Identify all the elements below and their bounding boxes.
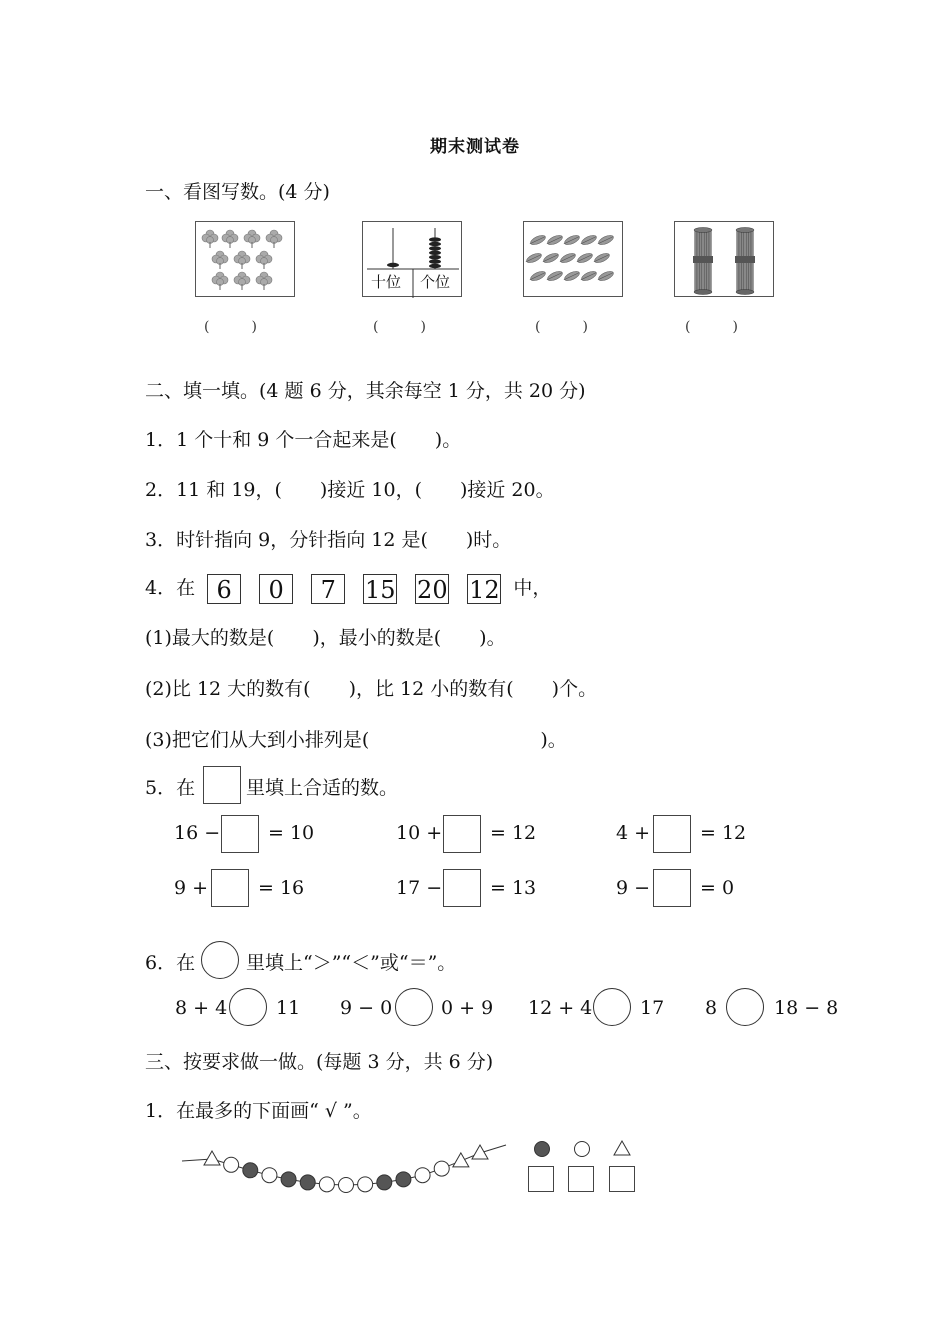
stick-bundle-icon: [693, 228, 713, 295]
triangle-option-icon: [614, 1141, 630, 1155]
number-card: 20: [417, 576, 448, 604]
eq-left: 4 +: [616, 822, 651, 844]
question-2-4-2: (2)比 12 大的数有( )，比 12 小的数有( )个。: [145, 678, 598, 700]
eq-right: = 13: [490, 877, 537, 899]
question-2-1: 1．1 个十和 9 个一合起来是( )。: [145, 429, 462, 451]
answer-blank-3[interactable]: ( ): [535, 319, 588, 335]
section1-heading: 一、看图写数。(4 分): [145, 181, 330, 203]
circle-option-icon: [575, 1142, 590, 1157]
answer-square[interactable]: [211, 869, 249, 907]
number-card: 12: [469, 576, 500, 604]
answer-square[interactable]: [443, 815, 481, 853]
stick-bundles-drawing: [675, 222, 775, 298]
eq-left: 10 +: [396, 822, 443, 844]
feather-icon: [545, 233, 563, 247]
answer-square[interactable]: [443, 869, 481, 907]
abacus-bead: [387, 263, 399, 267]
feather-icon: [575, 251, 593, 265]
feathers-drawing: [524, 222, 624, 298]
leaf-icon: [202, 230, 218, 248]
circle-bead: [339, 1178, 354, 1193]
feather-icon: [562, 233, 580, 247]
cmp-right: 11: [276, 997, 301, 1019]
abacus-bead: [429, 242, 441, 246]
ones-label: 个位: [420, 273, 451, 291]
feather-icon: [592, 251, 610, 265]
question-2-2: 2．11 和 19，( )接近 10，( )接近 20。: [145, 479, 555, 501]
feather-icon: [558, 251, 576, 265]
abacus-bead: [429, 259, 441, 263]
feather-icon: [579, 233, 597, 247]
question-2-4: [145, 572, 551, 604]
eq-left: 17 −: [396, 877, 443, 899]
cmp-right: 18 − 8: [774, 997, 839, 1019]
feather-icon: [596, 233, 614, 247]
eq-right: = 0: [700, 877, 735, 899]
q4-suffix: 中，: [513, 577, 552, 599]
stick-bundle-icon: [735, 228, 755, 295]
number-card: 0: [259, 574, 293, 604]
abacus-picture: [362, 221, 462, 297]
triangle-bead: [204, 1151, 220, 1165]
leaf-icon: [244, 230, 260, 248]
number-card: 6: [207, 574, 241, 604]
answer-box-filled-circle[interactable]: [528, 1166, 554, 1192]
abacus-bead: [429, 246, 441, 250]
feather-icon: [528, 269, 546, 283]
compare-circle[interactable]: [726, 988, 764, 1026]
answer-blank-1[interactable]: ( ): [204, 319, 257, 335]
feather-icon: [541, 251, 559, 265]
leaf-icon: [256, 251, 272, 269]
cmp-right: 0 + 9: [441, 997, 494, 1019]
example-square: [203, 766, 241, 804]
eq-left: 9 −: [616, 877, 651, 899]
leaf-icon: [266, 230, 282, 248]
answer-blank-4[interactable]: ( ): [685, 319, 738, 335]
circle-bead: [434, 1161, 449, 1176]
answer-square[interactable]: [221, 815, 259, 853]
cmp-left: 8 + 4: [175, 997, 228, 1019]
q5-suffix: 里填上合适的数。: [246, 777, 399, 799]
page-title: 期末测试卷: [430, 137, 520, 157]
triangle-bead: [472, 1145, 488, 1159]
answer-blank-2[interactable]: ( ): [373, 319, 426, 335]
leaf-icon: [234, 251, 250, 269]
circle-bead: [319, 1177, 334, 1192]
filled-circle-bead: [396, 1172, 411, 1187]
question-2-3: 3．时针指向 9，分针指向 12 是( )时。: [145, 529, 512, 551]
feather-icon: [579, 269, 597, 283]
abacus-bead: [429, 264, 441, 268]
leaf-icon: [234, 272, 250, 290]
feather-icon: [596, 269, 614, 283]
eq-right: = 10: [268, 822, 315, 844]
feather-icon: [545, 269, 563, 283]
circle-bead: [262, 1168, 277, 1183]
eq-left: 16 −: [174, 822, 221, 844]
answer-box-circle[interactable]: [568, 1166, 594, 1192]
question-2-4-1: (1)最大的数是( )，最小的数是( )。: [145, 627, 506, 649]
section2-heading: 二、填一填。(4 题 6 分，其余每空 1 分，共 20 分): [145, 380, 586, 402]
feather-icon: [524, 251, 542, 265]
question-2-4-3: (3)把它们从大到小排列是( )。: [145, 729, 567, 751]
feathers-picture: [523, 221, 623, 297]
eq-right: = 12: [490, 822, 537, 844]
filled-circle-bead: [377, 1175, 392, 1190]
answer-square[interactable]: [653, 815, 691, 853]
number-card: 15: [365, 576, 396, 604]
abacus-bead: [429, 251, 441, 255]
bundles-picture: [674, 221, 774, 297]
abacus-bead: [429, 255, 441, 259]
filled-circle-option-icon: [535, 1142, 550, 1157]
filled-circle-bead: [300, 1175, 315, 1190]
triangle-bead: [453, 1153, 469, 1167]
leaves-drawing: [196, 222, 296, 298]
leaf-icon: [212, 251, 228, 269]
q5-prefix: 5．在: [145, 777, 196, 799]
circle-bead: [358, 1177, 373, 1192]
cmp-left: 12 + 4: [528, 997, 593, 1019]
leaves-picture: [195, 221, 295, 297]
cmp-right: 17: [640, 997, 665, 1019]
feather-icon: [562, 269, 580, 283]
q6-prefix: 6．在: [145, 952, 196, 974]
question-3-1: 1．在最多的下面画“ √ ”。: [145, 1100, 372, 1122]
leaf-icon: [212, 272, 228, 290]
cmp-left: 8: [705, 997, 718, 1019]
eq-right: = 16: [258, 877, 305, 899]
filled-circle-bead: [281, 1172, 296, 1187]
circle-bead: [415, 1168, 430, 1183]
leaf-icon: [222, 230, 238, 248]
tens-label: 十位: [371, 273, 402, 291]
number-card: 7: [311, 574, 345, 604]
q6-suffix: 里填上“＞”“＜”或“＝”。: [246, 952, 457, 974]
answer-box-triangle[interactable]: [609, 1166, 635, 1192]
abacus-bead: [429, 237, 441, 241]
answer-square[interactable]: [653, 869, 691, 907]
bead-string: [180, 1135, 520, 1195]
section3-heading: 三、按要求做一做。(每题 3 分，共 6 分): [145, 1051, 494, 1073]
q4-prefix: 4．在: [145, 577, 196, 599]
feather-icon: [528, 233, 546, 247]
compare-circle[interactable]: [395, 988, 433, 1026]
leaf-icon: [256, 272, 272, 290]
example-circle: [201, 941, 239, 979]
filled-circle-bead: [243, 1163, 258, 1178]
circle-bead: [224, 1157, 239, 1172]
eq-left: 9 +: [174, 877, 209, 899]
compare-circle[interactable]: [593, 988, 631, 1026]
eq-right: = 12: [700, 822, 747, 844]
cmp-left: 9 − 0: [340, 997, 393, 1019]
compare-circle[interactable]: [229, 988, 267, 1026]
